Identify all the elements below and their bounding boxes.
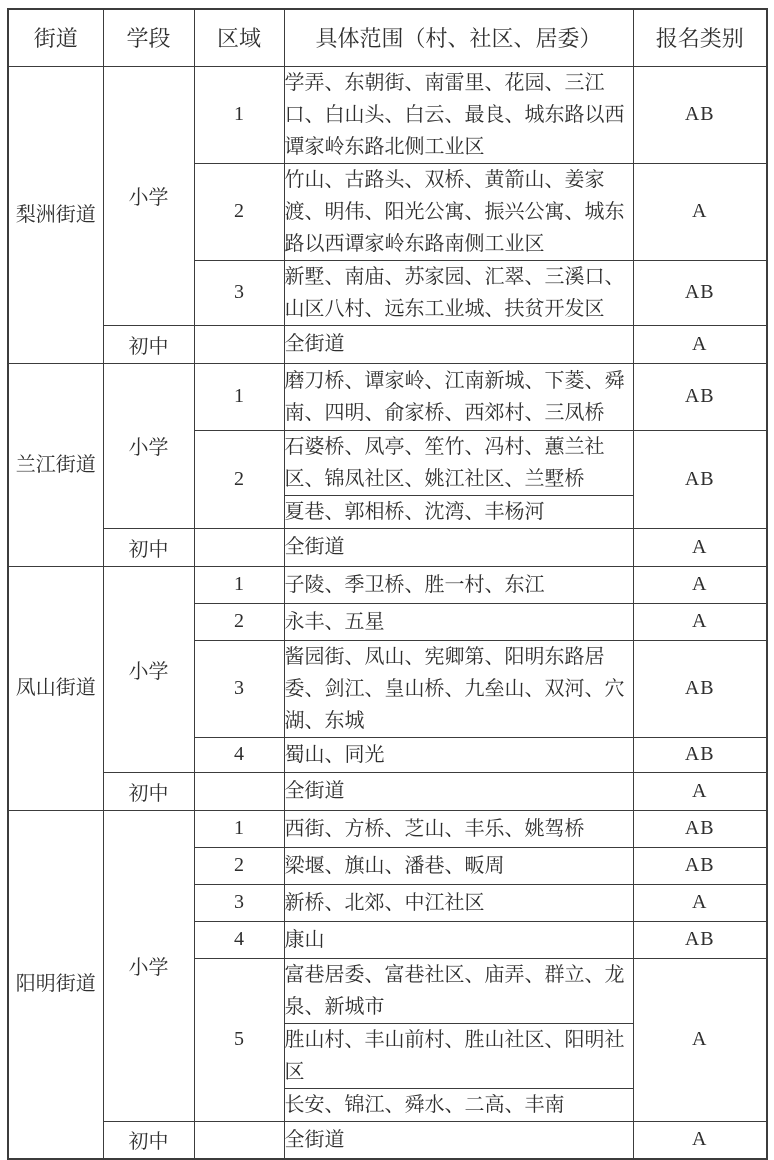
- header-stage: 学段: [103, 9, 194, 66]
- range-cell: 胜山村、丰山前村、胜山社区、阳明社区: [284, 1023, 633, 1088]
- range-cell: 康山: [284, 921, 633, 958]
- range-cell: 蜀山、同光: [284, 737, 633, 772]
- street-cell-lanjiang: 兰江街道: [8, 363, 103, 566]
- category-cell: AB: [633, 737, 767, 772]
- category-cell: AB: [633, 810, 767, 847]
- range-cell: 子陵、季卫桥、胜一村、东江: [284, 566, 633, 603]
- category-cell: AB: [633, 66, 767, 163]
- range-cell: 全街道: [284, 772, 633, 810]
- category-cell: AB: [633, 430, 767, 528]
- category-cell: AB: [633, 640, 767, 737]
- stage-cell-middle: 初中: [103, 325, 194, 363]
- category-cell: AB: [633, 847, 767, 884]
- table-row: [8, 528, 767, 566]
- region-cell-empty: [194, 528, 284, 566]
- range-cell: 全街道: [284, 325, 633, 363]
- header-range: 具体范围（村、社区、居委）: [284, 9, 633, 66]
- region-cell: 3: [194, 260, 284, 325]
- table-row: [8, 325, 767, 363]
- street-cell-lizhou: 梨洲街道: [8, 66, 103, 363]
- header-row: [8, 9, 767, 66]
- table-row: [8, 566, 767, 603]
- region-cell: 4: [194, 921, 284, 958]
- region-cell-empty: [194, 1121, 284, 1159]
- category-cell: A: [633, 325, 767, 363]
- header-category: 报名类别: [633, 9, 767, 66]
- range-cell: 永丰、五星: [284, 603, 633, 640]
- category-cell: A: [633, 163, 767, 260]
- range-cell: 酱园街、凤山、宪卿第、阳明东路居委、剑江、皇山桥、九垒山、双河、穴湖、东城: [284, 640, 633, 737]
- stage-cell-primary: 小学: [103, 810, 194, 1121]
- range-cell: 富巷居委、富巷社区、庙弄、群立、龙泉、新城市: [284, 958, 633, 1023]
- region-cell: 2: [194, 430, 284, 528]
- stage-cell-primary: 小学: [103, 566, 194, 772]
- range-cell: 石婆桥、凤亭、笙竹、冯村、蕙兰社区、锦凤社区、姚江社区、兰墅桥: [284, 430, 633, 495]
- stage-cell-middle: 初中: [103, 528, 194, 566]
- category-cell: A: [633, 566, 767, 603]
- range-cell: 长安、锦江、舜水、二高、丰南: [284, 1088, 633, 1121]
- region-cell: 2: [194, 603, 284, 640]
- region-cell: 1: [194, 810, 284, 847]
- category-cell: A: [633, 884, 767, 921]
- table-row: [8, 772, 767, 810]
- district-enrollment-table: [7, 8, 768, 1160]
- range-cell: 梁堰、旗山、潘巷、畈周: [284, 847, 633, 884]
- stage-cell-primary: 小学: [103, 363, 194, 528]
- region-cell: 1: [194, 363, 284, 430]
- range-cell: 竹山、古路头、双桥、黄箭山、姜家渡、明伟、阳光公寓、振兴公寓、城东路以西谭家岭东路南侧工业区: [284, 163, 633, 260]
- region-cell: 1: [194, 566, 284, 603]
- category-cell: A: [633, 772, 767, 810]
- table-row: [8, 1121, 767, 1159]
- region-cell: 1: [194, 66, 284, 163]
- range-cell: 新桥、北郊、中江社区: [284, 884, 633, 921]
- region-cell: 3: [194, 884, 284, 921]
- stage-cell-middle: 初中: [103, 772, 194, 810]
- range-cell: 西街、方桥、芝山、丰乐、姚驾桥: [284, 810, 633, 847]
- stage-cell-middle: 初中: [103, 1121, 194, 1159]
- region-cell: 2: [194, 163, 284, 260]
- region-cell-empty: [194, 325, 284, 363]
- region-cell: 3: [194, 640, 284, 737]
- range-cell: 学弄、东朝街、南雷里、花园、三江口、白山头、白云、最良、城东路以西谭家岭东路北侧工业区: [284, 66, 633, 163]
- category-cell: A: [633, 528, 767, 566]
- category-cell: AB: [633, 260, 767, 325]
- range-cell: 全街道: [284, 1121, 633, 1159]
- region-cell: 2: [194, 847, 284, 884]
- category-cell: A: [633, 958, 767, 1121]
- category-cell: AB: [633, 363, 767, 430]
- category-cell: A: [633, 603, 767, 640]
- table-row: [8, 810, 767, 847]
- stage-cell-primary: 小学: [103, 66, 194, 325]
- region-cell: 4: [194, 737, 284, 772]
- street-cell-fengshan: 凤山街道: [8, 566, 103, 810]
- region-cell-empty: [194, 772, 284, 810]
- range-cell: 新墅、南庙、苏家园、汇翠、三溪口、山区八村、远东工业城、扶贫开发区: [284, 260, 633, 325]
- header-region: 区域: [194, 9, 284, 66]
- range-cell: 磨刀桥、谭家岭、江南新城、下菱、舜南、四明、俞家桥、西郊村、三凤桥: [284, 363, 633, 430]
- header-street: 街道: [8, 9, 103, 66]
- street-cell-yangming: 阳明街道: [8, 810, 103, 1159]
- range-cell: 夏巷、郭相桥、沈湾、丰杨河: [284, 495, 633, 528]
- category-cell: A: [633, 1121, 767, 1159]
- range-cell: 全街道: [284, 528, 633, 566]
- table-row: [8, 363, 767, 430]
- region-cell: 5: [194, 958, 284, 1121]
- category-cell: AB: [633, 921, 767, 958]
- table-row: [8, 66, 767, 163]
